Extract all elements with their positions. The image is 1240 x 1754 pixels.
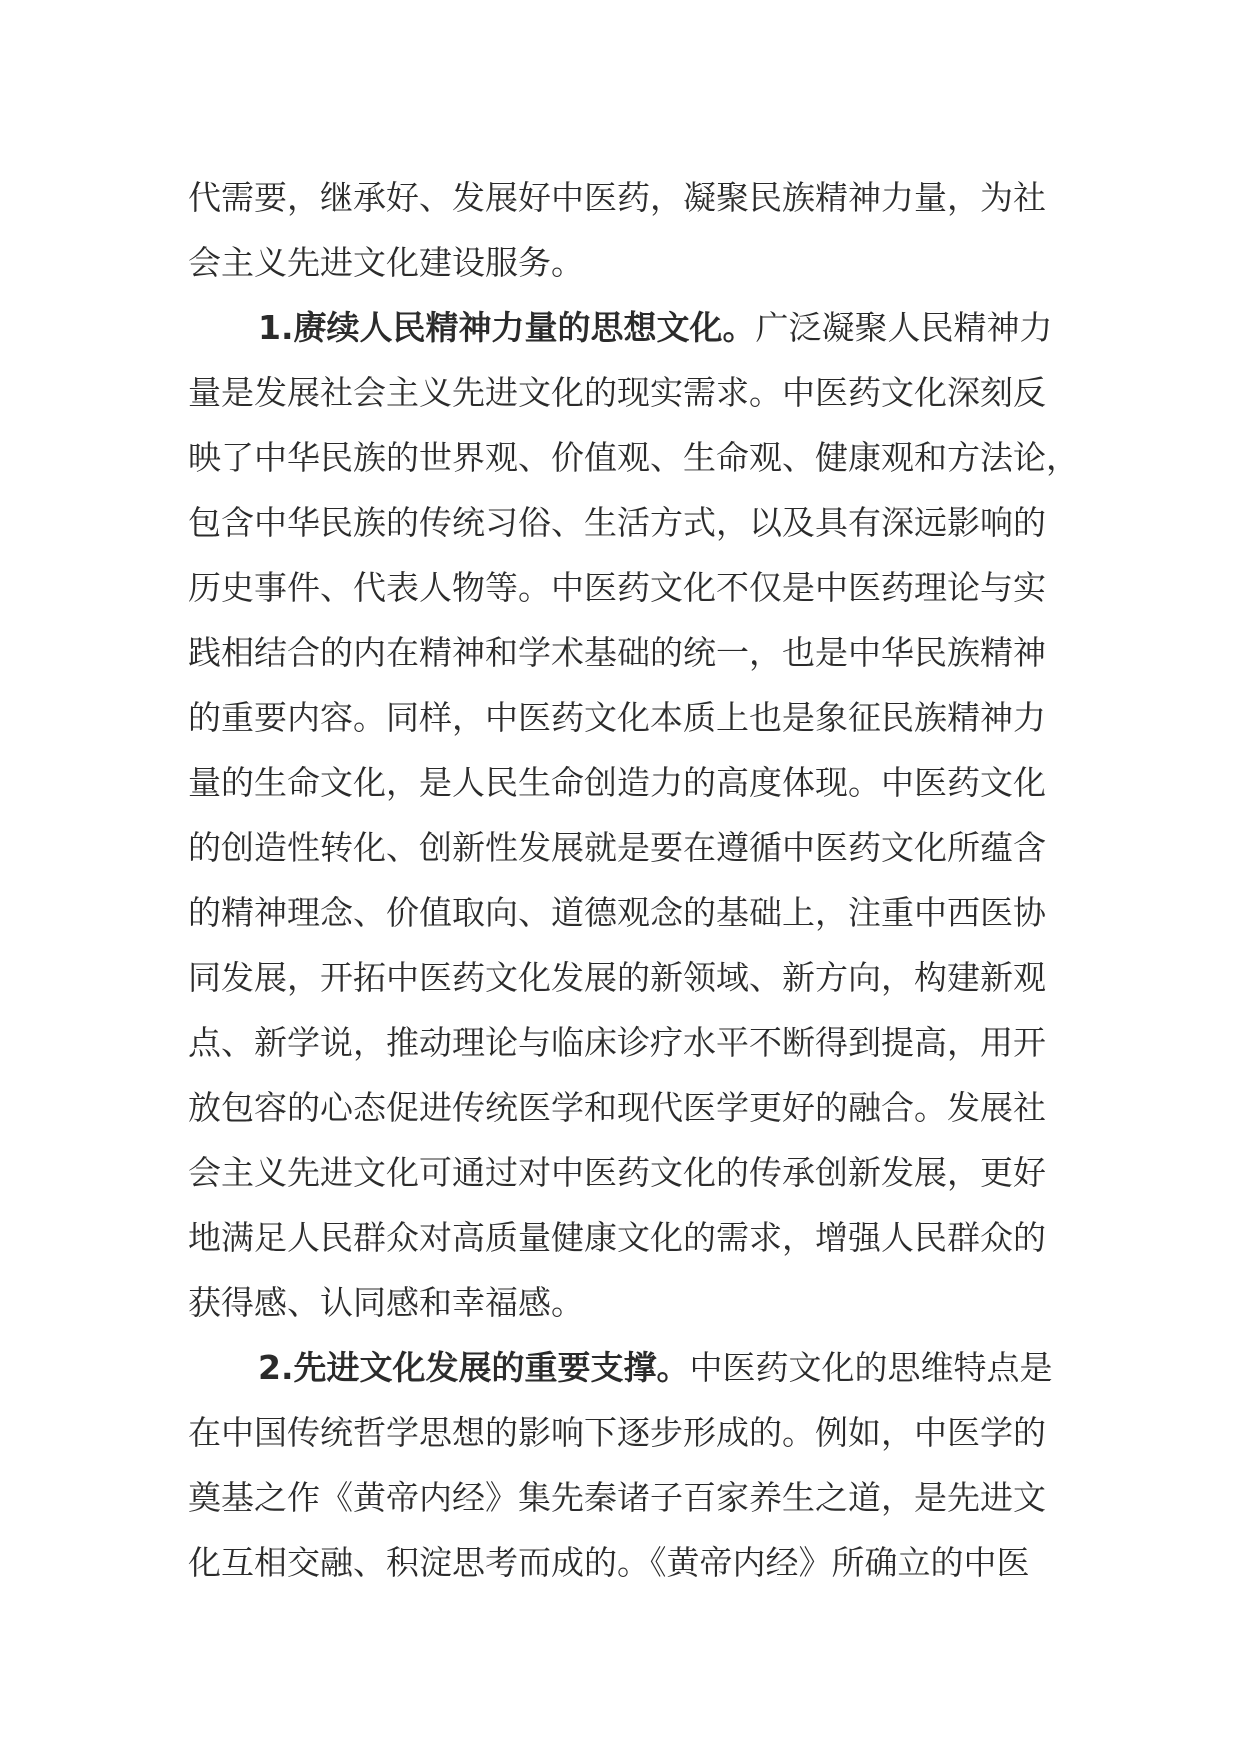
text-line: 的精神理念、价值取向、道德观念的基础上，注重中西医协 xyxy=(188,893,1046,932)
text-line: 地满足人民群众对高质量健康文化的需求，增强人民群众的 xyxy=(188,1218,1046,1257)
text-line: 会主义先进文化可通过对中医药文化的传承创新发展，更好 xyxy=(188,1153,1046,1192)
section-1-first-line-text: 广泛凝聚人民精神力 xyxy=(755,308,1053,347)
text-line: 会主义先进文化建设服务。 xyxy=(188,243,584,282)
text-line: 奠基之作《黄帝内经》集先秦诸子百家养生之道，是先进文 xyxy=(188,1478,1046,1517)
text-line: 在中国传统哲学思想的影响下逐步形成的。例如，中医学的 xyxy=(188,1413,1046,1452)
text-line: 放包容的心态促进传统医学和现代医学更好的融合。发展社 xyxy=(188,1088,1046,1127)
document-body xyxy=(188,165,1079,1595)
text-line: 的重要内容。同样，中医药文化本质上也是象征民族精神力 xyxy=(188,698,1046,737)
text-line: 获得感、认同感和幸福感。 xyxy=(188,1283,584,1322)
text-line: 代需要，继承好、发展好中医药，凝聚民族精神力量，为社 xyxy=(188,178,1046,217)
section-2-first-line xyxy=(188,1335,1052,1400)
text-line: 包含中华民族的传统习俗、生活方式，以及具有深远影响的 xyxy=(188,503,1046,542)
section-1-first-line xyxy=(188,295,1052,360)
text-line: 的创造性转化、创新性发展就是要在遵循中医药文化所蕴含 xyxy=(188,828,1046,867)
text-line: 点、新学说，推动理论与临床诊疗水平不断得到提高，用开 xyxy=(188,1023,1046,1062)
text-line: 化互相交融、积淀思考而成的。《黄帝内经》所确立的中医 xyxy=(188,1543,1030,1582)
text-line: 量是发展社会主义先进文化的现实需求。中医药文化深刻反 xyxy=(188,373,1046,412)
text-line: 践相结合的内在精神和学术基础的统一，也是中华民族精神 xyxy=(188,633,1046,672)
section-2-heading: 2.先进文化发展的重要支撑。 xyxy=(258,1348,690,1387)
text-line: 映了中华民族的世界观、价值观、生命观、健康观和方法论， xyxy=(188,438,1079,477)
section-2-first-line-text: 中医药文化的思维特点是 xyxy=(689,1348,1053,1387)
text-line: 同发展，开拓中医药文化发展的新领域、新方向，构建新观 xyxy=(188,958,1046,997)
text-line: 历史事件、代表人物等。中医药文化不仅是中医药理论与实 xyxy=(188,568,1046,607)
text-line: 量的生命文化，是人民生命创造力的高度体现。中医药文化 xyxy=(188,763,1046,802)
section-1-heading: 1.赓续人民精神力量的思想文化。 xyxy=(258,308,756,347)
